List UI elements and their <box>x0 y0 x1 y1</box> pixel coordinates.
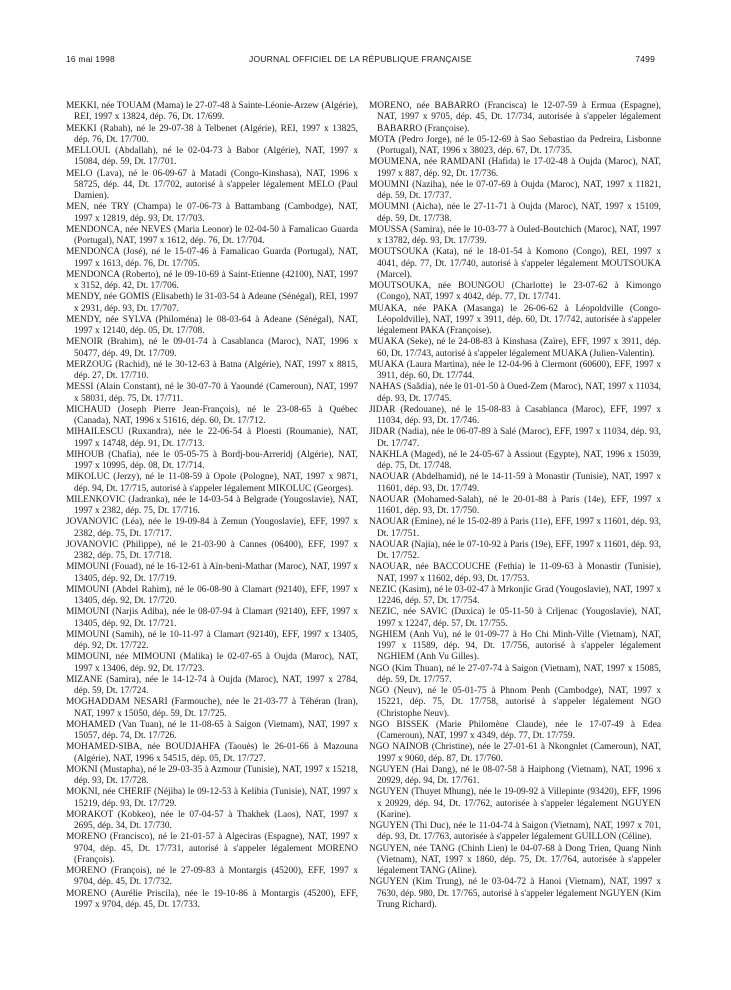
decree-entry: JIDAR (Nadia), née le 06-07-89 à Salé (Maroc), EFF, 1997 x 11034, dép. 93, Dt. 17/747. <box>369 427 661 449</box>
decree-entry: MOHAMED (Van Tuan), né le 11-08-65 à Saigon (Vietnam), NAT, 1997 x 15057, dép. 74, Dt. 17/726. <box>66 719 358 741</box>
decree-entry: MORENO (François), né le 27-09-83 à Montargis (45200), EFF, 1997 x 9704, dép. 45, Dt. 17/732. <box>66 866 358 888</box>
decree-entry: MENOIR (Brahim), né le 09-01-74 à Casablanca (Maroc), NAT, 1996 x 50477, dép. 49, Dt. 17/709. <box>66 337 358 359</box>
decree-entry: NAKHLA (Maged), né le 24-05-67 à Assiout (Egypte), NAT, 1996 x 15039, dép. 75, Dt. 17/748. <box>369 449 661 471</box>
decree-entry: NGUYEN (Thuyet Mhung), née le 19-09-92 à Villepinte (93420), EFF, 1996 x 20929, dép. 94, Dt. 17/762, autorisée à s'appeler légalement NGUYEN (Karine). <box>369 787 661 820</box>
decree-entry: MESSI (Alain Constant), né le 30-07-70 à Yaoundé (Cameroun), NAT, 1997 x 58031, dép. 75, Dt. 17/711. <box>66 382 358 404</box>
decree-entry: MORAKOT (Kobkeo), née le 07-04-57 à Thakhek (Laos), NAT, 1997 x 2695, dép. 34, Dt. 17/730. <box>66 809 358 831</box>
decree-entry: MENDY, née SYLVA (Philoména) le 08-03-64 à Adeane (Sénégal), NAT, 1997 x 12140, dép. 05, Dt. 17/708. <box>66 314 358 336</box>
decree-entry: MUAKA, née PAKA (Masanga) le 26-06-62 à Léopoldville (Congo-Léopoldville), NAT, 1997 x 3911, dép. 60, Dt. 17/742, autorisée à s'appeler légalement PAKA (Françoise). <box>369 303 661 336</box>
decree-entry: MOUTSOUKA, née BOUNGOU (Charlotte) le 23-07-62 à Kimongo (Congo), NAT, 1997 x 4042, dép. 77, Dt. 17/741. <box>369 281 661 303</box>
decree-entry: MIKOLUC (Jerzy), né le 11-08-59 à Opole (Pologne), NAT, 1997 x 9871, dép. 94, Dt. 17/715, autorisé à s'appeler légalement MIKOLUC (Georges). <box>66 472 358 494</box>
decree-entry: NGHIEM (Anh Vu), né le 01-09-77 à Ho Chi Minh-Ville (Vietnam), NAT, 1997 x 11589, dép. 94, Dt. 17/756, autorisé à s'appeler légalement NGHIEM (Anh Vu Gilles). <box>369 629 661 663</box>
left-column <box>66 101 358 911</box>
journal-title: JOURNAL OFFICIEL DE LA RÉPUBLIQUE FRANÇAISE <box>249 54 472 64</box>
decree-entry: MOUMNI (Naziha), née le 07-07-69 à Oujda (Maroc), NAT, 1997 x 11821, dép. 59, Dt. 17/737. <box>369 179 661 201</box>
decree-entry: MOHAMED-SIBA, née BOUDJAHFA (Taouès) le 26-01-66 à Mazouna (Algérie), NAT, 1996 x 54515, dép. 05, Dt. 17/727. <box>66 742 358 764</box>
decree-entry: MIMOUNI (Abdel Rahim), né le 06-08-90 à Clamart (92140), EFF, 1997 x 13405, dép. 92, Dt. 17/720. <box>66 584 358 606</box>
decree-entry: MEKKI (Rabah), né le 29-07-38 à Telbenet (Algérie), REI, 1997 x 13825, dép. 76, Dt. 17/700. <box>66 123 358 145</box>
decree-entry: NGO NAINOB (Christine), née le 27-01-61 à Nkongnlet (Cameroun), NAT, 1997 x 9060, dép. 87, Dt. 17/760. <box>369 742 661 764</box>
decree-entry: MELLOUL (Abdallah), né le 02-04-73 à Babor (Algérie), NAT, 1997 x 15084, dép. 59, Dt. 17/701. <box>66 146 358 168</box>
decree-entry: NGUYEN (Thi Duc), née le 11-04-74 à Saigon (Vietnam), NAT, 1997 x 701, dép. 93, Dt. 17/763, autorisée à s'appeler légalement GUILLON (Céline). <box>369 821 661 843</box>
decree-entry: NAOUAR (Najia), née le 07-10-92 à Paris (19e), EFF, 1997 x 11601, dép. 93, Dt. 17/752. <box>369 539 661 561</box>
decree-entry: MIHAILESCU (Ruxandra), née le 22-06-54 à Ploesti (Roumanie), NAT, 1997 x 14748, dép. 91, Dt. 17/713. <box>66 427 358 449</box>
decree-entry: MOTA (Pedro Jorge), né le 05-12-69 à Sao Sebastiao da Pedreira, Lisbonne (Portugal), NAT, 1996 x 38023, dép. 67, Dt. 17/735. <box>369 134 661 156</box>
decree-entry: MORENO (Francisco), né le 21-01-57 à Algeciras (Espagne), NAT, 1997 x 9704, dép. 45, Dt. 17/731, autorisé à s'appeler légalement MORENO (François). <box>66 832 358 865</box>
decree-entry: MOUMENA, née RAMDANI (Hafida) le 17-02-48 à Oujda (Maroc), NAT, 1997 x 887, dép. 92, Dt. 17/736. <box>369 157 661 179</box>
decree-entry: NEZIC, née SAVIC (Duxica) le 05-11-50 à Crljenac (Yougoslavie), NAT, 1997 x 12247, dép. 57, Dt. 17/755. <box>369 607 661 629</box>
decree-entry: NAOUAR, née BACCOUCHE (Fethia) le 11-09-63 à Monastir (Tunisie), NAT, 1997 x 11602, dép. 93, Dt. 17/753. <box>369 562 661 584</box>
decree-entry: NGUYEN (Hai Dang), né le 08-07-58 à Haiphong (Vietnam), NAT, 1996 x 20929, dép. 94, Dt. 17/761. <box>369 764 661 786</box>
decree-entry: MILENKOVIC (Jadranka), née le 14-03-54 à Belgrade (Yougoslavie), NAT, 1997 x 2382, dép. 75, Dt. 17/716. <box>66 494 358 516</box>
decree-entry: MICHAUD (Joseph Pierre Jean-François), né le 23-08-65 à Québec (Canada), NAT, 1996 x 51616, dép. 60, Dt. 17/712. <box>66 404 358 426</box>
decree-entry: MIMOUNI (Narjis Adiba), née le 08-07-94 à Clamart (92140), EFF, 1997 x 13405, dép. 92, Dt. 17/721. <box>66 607 358 629</box>
decree-entry: NGO (Neuv), né le 05-01-75 à Phnom Penh (Cambodge), NAT, 1997 x 15221, dép. 75, Dt. 17/758, autorisé à s'appeler légalement NGO (Christophe Neuv). <box>369 686 661 719</box>
decree-entry: MENDY, née GOMIS (Elisabeth) le 31-03-54 à Adeane (Sénégal), REI, 1997 x 2931, dép. 93, Dt. 17/707. <box>66 292 358 314</box>
decree-entry: MORENO, née BABARRO (Francisca) le 12-07-59 à Ermua (Espagne), NAT, 1997 x 9705, dép. 45, Dt. 17/734, autorisée à s'appeler légalement BABARRO (Françoise). <box>369 101 661 134</box>
decree-entry: JOVANOVIC (Léa), née le 19-09-84 à Zemun (Yougoslavie), EFF, 1997 x 2382, dép. 75, Dt. 17/717. <box>66 517 358 539</box>
page-body <box>66 101 661 981</box>
decree-entry: JIDAR (Redouane), né le 15-08-83 à Casablanca (Maroc), EFF, 1997 x 11034, dép. 93, Dt. 17/746. <box>369 404 661 426</box>
decree-entry: MOUMNI (Aicha), née le 27-11-71 à Oujda (Maroc), NAT, 1997 x 15109, dép. 59, Dt. 17/738. <box>369 202 661 224</box>
decree-entry: NAHAS (Saâdia), née le 01-01-50 à Oued-Zem (Maroc), NAT, 1997 x 11034, dép. 93, Dt. 17/745. <box>369 382 661 404</box>
decree-entry: MIMOUNI (Samih), né le 10-11-97 à Clamart (92140), EFF, 1997 x 13405, dép. 92, Dt. 17/722. <box>66 629 358 651</box>
decree-entry: MORENO (Aurélie Priscila), née le 19-10-86 à Montargis (45200), EFF, 1997 x 9704, dép. 45, Dt. 17/733. <box>66 888 358 910</box>
decree-entry: MIMOUNI, née MIMOUNI (Malika) le 02-07-65 à Oujda (Maroc), NAT, 1997 x 13406, dép. 92, Dt. 17/723. <box>66 652 358 674</box>
issue-date: 16 mai 1998 <box>66 54 115 64</box>
decree-entry: MEN, née TRY (Champa) le 07-06-73 à Battambang (Cambodge), NAT, 1997 x 12819, dép. 93, Dt. 17/703. <box>66 202 358 224</box>
decree-entry: NGO BISSEK (Marie Philomène Claude), née le 17-07-49 à Edea (Cameroun), NAT, 1997 x 4349, dép. 77, Dt. 17/759. <box>369 719 661 741</box>
decree-entry: NGO (Kim Thuan), né le 27-07-74 à Saigon (Vietnam), NAT, 1997 x 15085, dép. 59, Dt. 17/757. <box>369 663 661 685</box>
decree-entry: MENDONCA (José), né le 15-07-46 à Famalicao Guarda (Portugal), NAT, 1997 x 1613, dép. 76, Dt. 17/705. <box>66 247 358 269</box>
decree-entry: MENDONCA (Roberto), né le 09-10-69 à Saint-Etienne (42100), NAT, 1997 x 3152, dép. 42, Dt. 17/706. <box>66 269 358 291</box>
decree-entry: MOKNI (Mustapha), né le 29-03-35 à Azmour (Tunisie), NAT, 1997 x 15218, dép. 93, Dt. 17/728. <box>66 764 358 786</box>
decree-entry: NAOUAR (Emine), né le 15-02-89 à Paris (11e), EFF, 1997 x 11601, dép. 93, Dt. 17/751. <box>369 517 661 539</box>
decree-entry: JOVANOVIC (Philippe), né le 21-03-90 à Cannes (06400), EFF, 1997 x 2382, dép. 75, Dt. 17/718. <box>66 539 358 561</box>
decree-entry: MIHOUB (Chafia), née le 05-05-75 à Bordj-bou-Arreridj (Algérie), NAT, 1997 x 10995, dép. 08, Dt. 17/714. <box>66 449 358 471</box>
decree-entry: MEKKI, née TOUAM (Mama) le 27-07-48 à Sainte-Léonie-Arzew (Algérie), REI, 1997 x 13824, dép. 76, Dt. 17/699. <box>66 101 358 123</box>
decree-entry: MERZOUG (Rachid), né le 30-12-63 à Batna (Algérie), NAT, 1997 x 8815, dép. 27, Dt. 17/710. <box>66 359 358 381</box>
decree-entry: MIZANE (Samira), née le 14-12-74 à Oujda (Maroc), NAT, 1997 x 2784, dép. 59, Dt. 17/724. <box>66 674 358 696</box>
decree-entry: NAOUAR (Mohamed-Salah), né le 20-01-88 à Paris (14e), EFF, 1997 x 11601, dép. 93, Dt. 17/750. <box>369 494 661 516</box>
decree-entry: NAOUAR (Abdelhamid), né le 14-11-59 à Monastir (Tunisie), NAT, 1997 x 11601, dép. 93, Dt. 17/749. <box>369 472 661 494</box>
decree-entry: MOUTSOUKA (Kata), né le 18-01-54 à Komono (Congo), REI, 1997 x 4041, dép. 77, Dt. 17/740, autorisé à s'appeler légalement MOUTSOUKA (Marcel). <box>369 247 661 280</box>
decree-entry: MIMOUNI (Fouad), né le 16-12-61 à Aïn-beni-Mathar (Maroc), NAT, 1997 x 13405, dép. 92, Dt. 17/719. <box>66 562 358 584</box>
decree-entry: NGUYEN (Kim Trung), né le 03-04-72 à Hanoi (Vietnam), NAT, 1997 x 7630, dép. 980, Dt. 17/765, autorisé à s'appeler légalement NGUYEN (Kim Trung Richard). <box>369 877 661 910</box>
decree-entry: NEZIC (Kasim), né le 03-02-47 à Mrkonjic Grad (Yougoslavie), NAT, 1997 x 12246, dép. 57, Dt. 17/754. <box>369 584 661 606</box>
decree-entry: NGUYEN, née TANG (Chinh Lien) le 04-07-68 à Dong Trien, Quang Ninh (Vietnam), NAT, 1997 x 1860, dép. 75, Dt. 17/764, autorisée à s'appeler légalement TANG (Aline). <box>369 843 661 876</box>
page-header <box>66 54 655 68</box>
decree-entry: MOGHADDAM NESARI (Farmouche), née le 21-03-77 à Téhéran (Iran), NAT, 1997 x 15050, dép. 59, Dt. 17/725. <box>66 697 358 719</box>
right-column <box>369 101 661 911</box>
decree-entry: MUAKA (Seke), né le 24-08-83 à Kinshasa (Zaïre), EFF, 1997 x 3911, dép. 60, Dt. 17/743, autorisé à s'appeler légalement MUAKA (Julien-Valentin). <box>369 337 661 359</box>
page-number: 7499 <box>635 54 655 64</box>
decree-entry: MUAKA (Laura Martina), née le 12-04-96 à Clermont (60600), EFF, 1997 x 3911, dép. 60, Dt. 17/744. <box>369 359 661 381</box>
decree-entry: MENDONCA, née NEVES (Maria Leonor) le 02-04-50 à Famalicao Guarda (Portugal), NAT, 1997 x 1612, dép. 76, Dt. 17/704. <box>66 224 358 246</box>
decree-entry: MELO (Lava), né le 06-09-67 à Matadi (Congo-Kinshasa), NAT, 1996 x 58725, dép. 44, Dt. 17/702, autorisé à s'appeler légalement MELO (Paul Damien). <box>66 168 358 201</box>
decree-entry: MOKNI, née CHERIF (Néjiba) le 09-12-53 à Kelibia (Tunisie), NAT, 1997 x 15219, dép. 93, Dt. 17/729. <box>66 787 358 809</box>
decree-entry: MOUSSA (Samira), née le 10-03-77 à Ouled-Boutchich (Maroc), NAT, 1997 x 13782, dép. 93, Dt. 17/739. <box>369 224 661 246</box>
